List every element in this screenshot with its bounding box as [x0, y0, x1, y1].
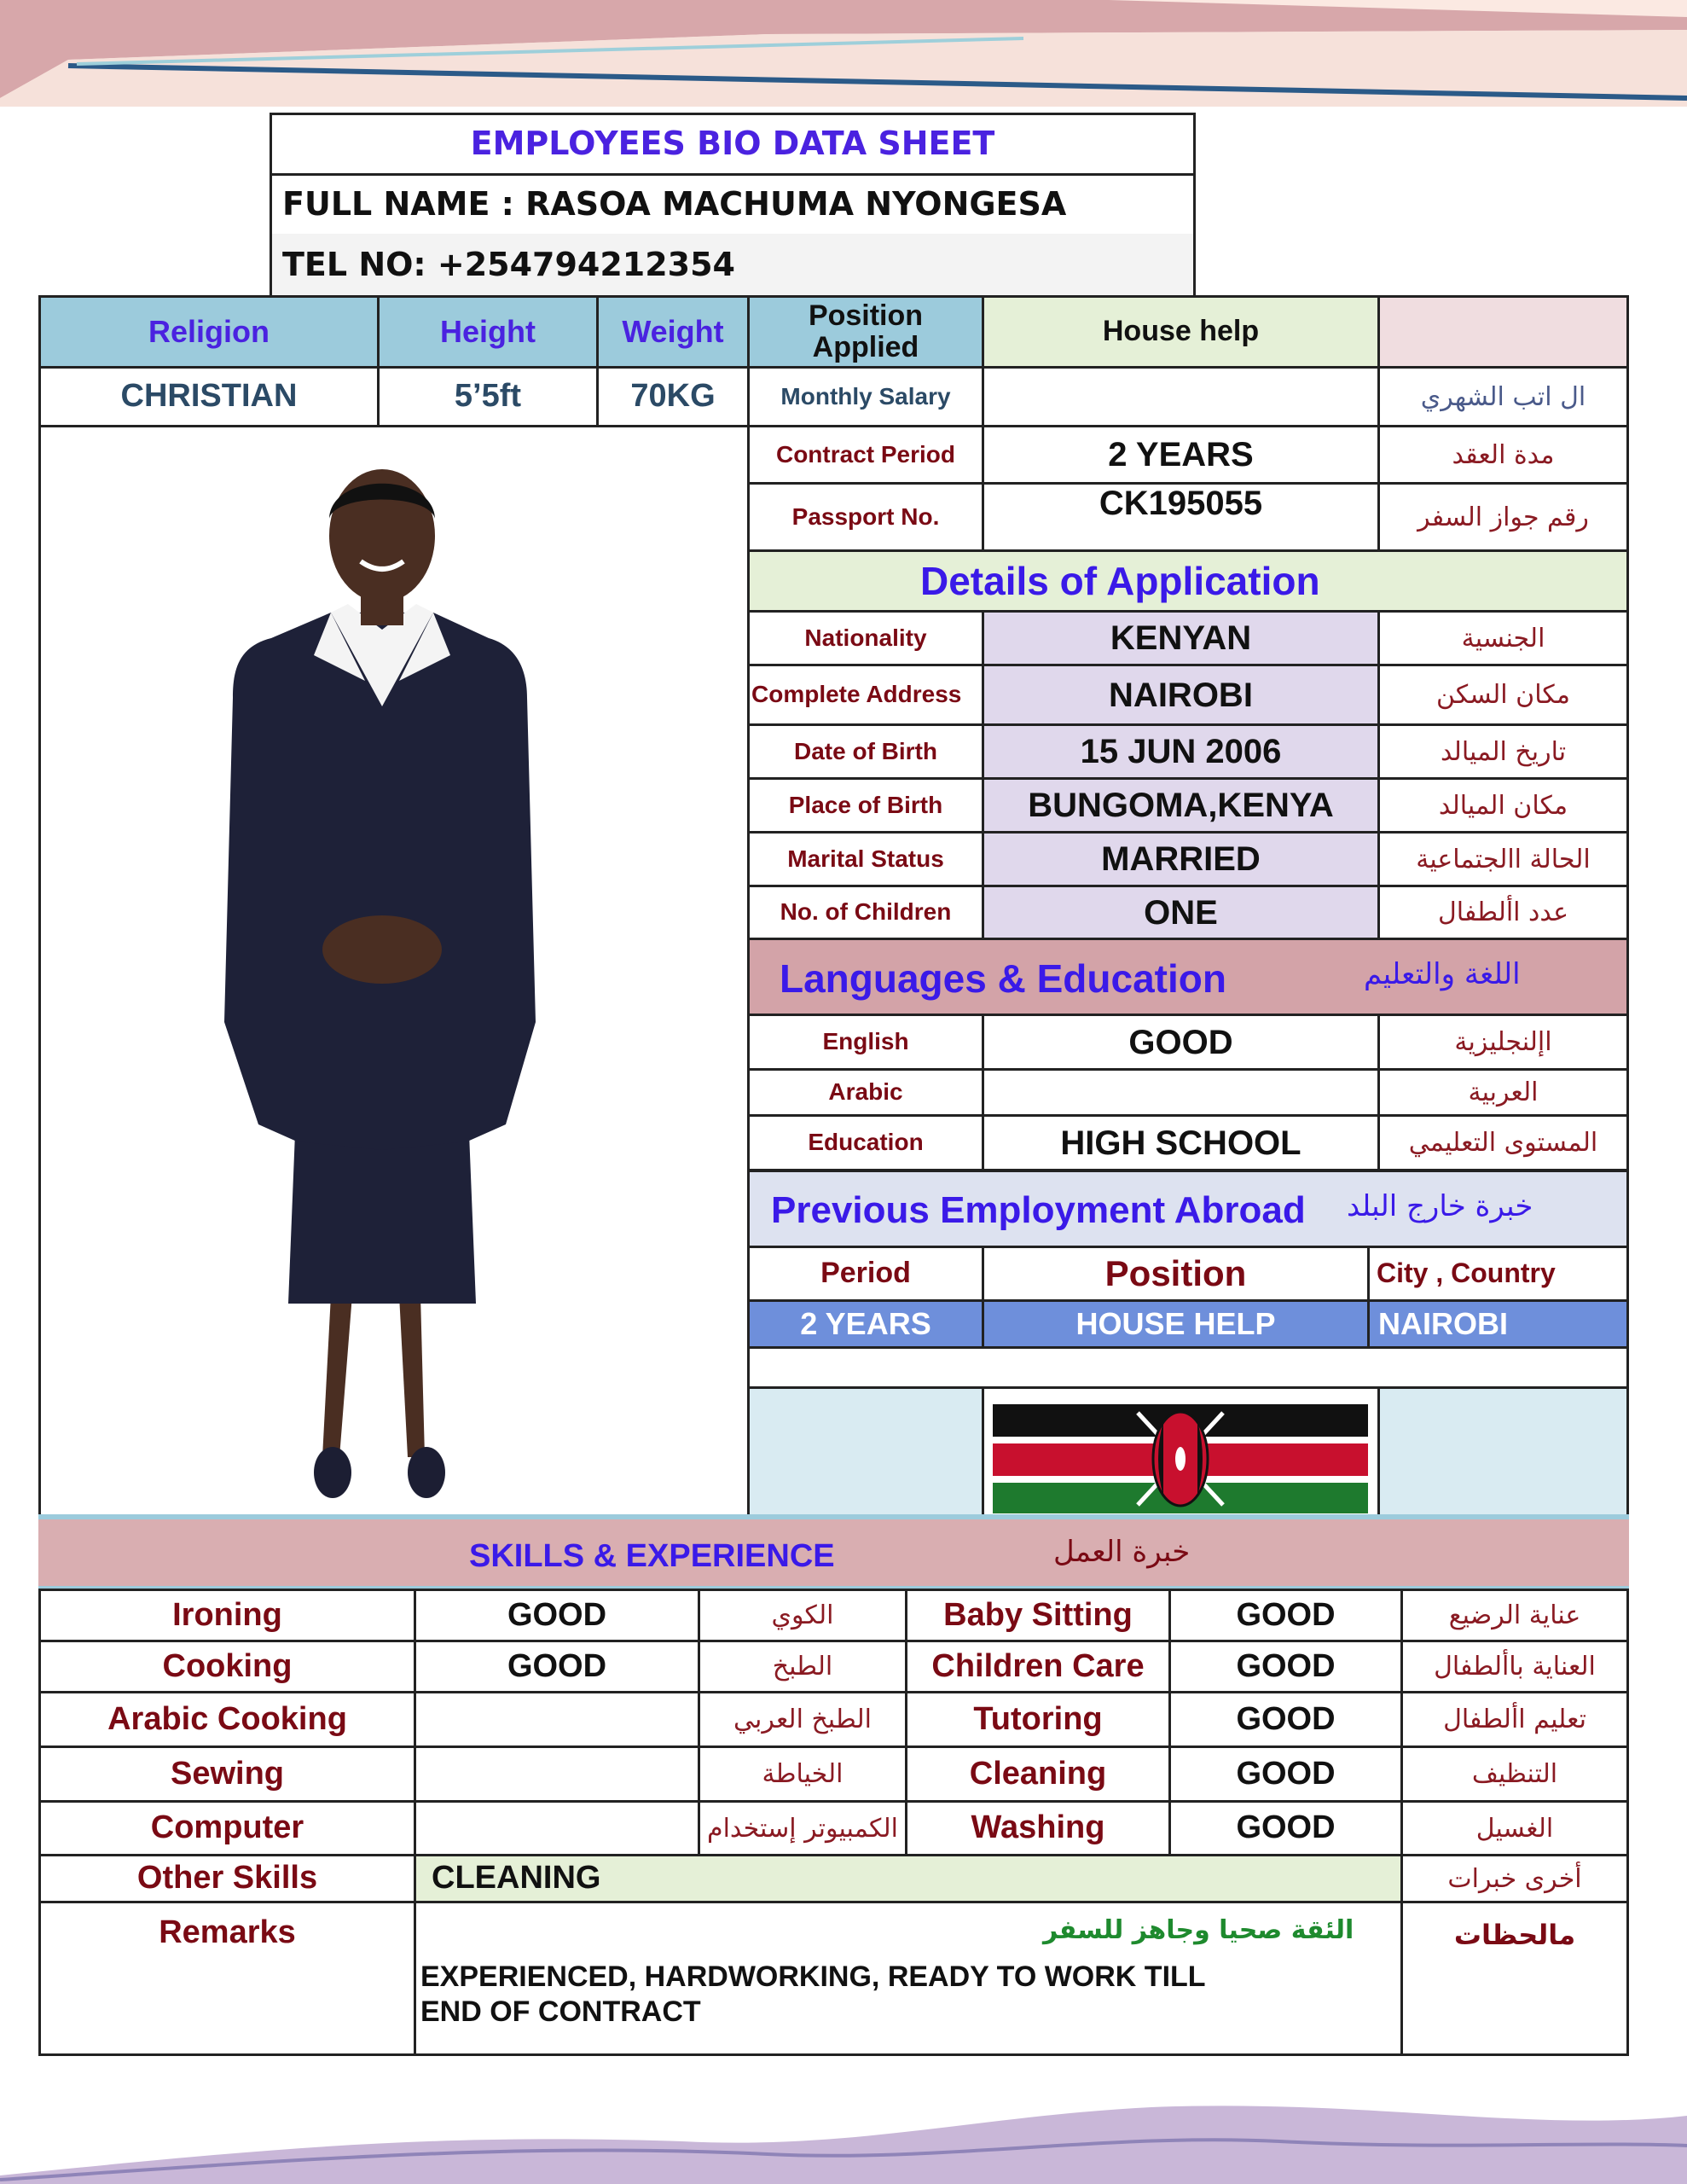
language-value: HIGH SCHOOL [982, 1114, 1380, 1171]
monthly-salary-label: Monthly Salary [747, 366, 984, 427]
skills-title-arabic: خبرة العمل [1053, 1535, 1191, 1569]
skill-arabic: الطبخ العربي [698, 1691, 907, 1748]
employment-title-arabic: خبرة خارج البلد [1347, 1189, 1533, 1223]
skill-level: GOOD [1168, 1691, 1403, 1748]
skill-label: Baby Sitting [905, 1589, 1171, 1642]
monthly-salary-arabic: ال اتب الشهري [1377, 366, 1629, 427]
skills-title: SKILLS & EXPERIENCE [469, 1538, 835, 1574]
remarks-arabic-label: مالحظات [1400, 1901, 1629, 2056]
employment-city-value: NAIROBI [1367, 1299, 1629, 1349]
contract-period-arabic: مدة العقد [1377, 425, 1629, 485]
remarks-box [414, 1901, 1403, 2056]
skill-arabic: الخياطة [698, 1745, 907, 1803]
flag-row-right [1377, 1386, 1629, 1517]
detail-value: 15 JUN 2006 [982, 723, 1380, 780]
language-label: Arabic [747, 1068, 984, 1117]
detail-label: No. of Children [747, 885, 984, 940]
monthly-salary-value [982, 366, 1380, 427]
flag-cell [982, 1386, 1380, 1517]
height-value: 5’5ft [377, 366, 599, 427]
tel-number: TEL NO: +254794212354 [270, 234, 1196, 297]
skill-arabic: التنظيف [1400, 1745, 1629, 1803]
skill-level: GOOD [1168, 1640, 1403, 1693]
detail-arabic: مكان السكن [1377, 664, 1629, 726]
full-name: FULL NAME : RASOA MACHUMA NYONGESA [270, 173, 1196, 236]
detail-value: KENYAN [982, 610, 1380, 666]
top-decoration [0, 0, 1687, 107]
detail-label: Place of Birth [747, 777, 984, 834]
skill-label: Children Care [905, 1640, 1171, 1693]
employment-title: Previous Employment Abroad [771, 1189, 1306, 1231]
skill-arabic: تعليم األطفال [1400, 1691, 1629, 1748]
details-title: Details of Application [747, 549, 1629, 613]
religion-value: CHRISTIAN [38, 366, 380, 427]
skills-title-bar [38, 1514, 1629, 1591]
detail-label: Date of Birth [747, 723, 984, 780]
skill-level [414, 1745, 700, 1803]
employment-city-header: City , Country [1367, 1246, 1629, 1302]
skill-label: Cooking [38, 1640, 416, 1693]
skill-arabic: العناية باألطفال [1400, 1640, 1629, 1693]
skill-label: Cleaning [905, 1745, 1171, 1803]
skill-label: Tutoring [905, 1691, 1171, 1748]
detail-arabic: مكان الميالد [1377, 777, 1629, 834]
skill-level: GOOD [414, 1640, 700, 1693]
employment-blank-row [747, 1346, 1629, 1389]
skill-label: Arabic Cooking [38, 1691, 416, 1748]
employee-photo [41, 425, 750, 1517]
position-applied-value: House help [982, 295, 1380, 369]
language-label: English [747, 1014, 984, 1071]
employment-title-bar [747, 1170, 1629, 1248]
skill-level [414, 1800, 700, 1856]
detail-value: NAIROBI [982, 664, 1380, 726]
position-blank [1377, 295, 1629, 369]
employment-position-value: HOUSE HELP [982, 1299, 1370, 1349]
language-value: GOOD [982, 1014, 1380, 1071]
detail-value: BUNGOMA,KENYA [982, 777, 1380, 834]
religion-header: Religion [38, 295, 380, 369]
detail-arabic: الحالة االجتماعية [1377, 831, 1629, 887]
detail-value: ONE [982, 885, 1380, 940]
remarks-label: Remarks [38, 1901, 416, 2056]
sheet-title: EMPLOYEES BIO DATA SHEET [270, 113, 1196, 176]
skill-level [414, 1691, 700, 1748]
languages-title: Languages & Education [780, 956, 1226, 1001]
skill-label: Sewing [38, 1745, 416, 1803]
remarks-arabic-note: الئقة صحيا وجاهز للسفر [1043, 1915, 1354, 1945]
skill-arabic: الكوي [698, 1589, 907, 1642]
detail-label: Marital Status [747, 831, 984, 887]
languages-title-arabic: اللغة والتعليم [1364, 957, 1521, 991]
other-skills-value: CLEANING [414, 1854, 1403, 1903]
employment-position-header: Position [982, 1246, 1370, 1302]
passport-label: Passport No. [747, 482, 984, 552]
skill-label: Washing [905, 1800, 1171, 1856]
skill-arabic: الطبخ [698, 1640, 907, 1693]
contract-period-label: Contract Period [747, 425, 984, 485]
languages-title-bar [747, 938, 1629, 1016]
detail-arabic: عدد األطفال [1377, 885, 1629, 940]
weight-value: 70KG [596, 366, 750, 427]
language-value [982, 1068, 1380, 1117]
position-applied-header: Position Applied [747, 295, 984, 369]
detail-label: Nationality [747, 610, 984, 666]
employment-period-value: 2 YEARS [747, 1299, 984, 1349]
skill-level: GOOD [1168, 1589, 1403, 1642]
remarks-text: EXPERIENCED, HARDWORKING, READY TO WORK TILL END OF CONTRACT [420, 1960, 1205, 2028]
other-skills-label: Other Skills [38, 1854, 416, 1903]
skill-arabic: الغسيل [1400, 1800, 1629, 1856]
detail-value: MARRIED [982, 831, 1380, 887]
skill-arabic: الكمبيوتر إستخدام [698, 1800, 907, 1856]
language-arabic: العربية [1377, 1068, 1629, 1117]
employment-period-header: Period [747, 1246, 984, 1302]
language-label: Education [747, 1114, 984, 1171]
passport-arabic: رقم جواز السفر [1377, 482, 1629, 552]
skill-label: Computer [38, 1800, 416, 1856]
photo-frame [38, 425, 750, 1517]
skill-arabic: عناية الرضيع [1400, 1589, 1629, 1642]
height-header: Height [377, 295, 599, 369]
skill-label: Ironing [38, 1589, 416, 1642]
bottom-decoration [0, 2082, 1687, 2184]
weight-header: Weight [596, 295, 750, 369]
contract-period-value: 2 YEARS [982, 425, 1380, 485]
passport-value: CK195055 [982, 482, 1380, 552]
flag-row-left [747, 1386, 984, 1517]
kenya-flag-icon [993, 1404, 1368, 1513]
language-arabic: اإلنجليزية [1377, 1014, 1629, 1071]
skill-level: GOOD [1168, 1745, 1403, 1803]
detail-arabic: الجنسية [1377, 610, 1629, 666]
skill-level: GOOD [1168, 1800, 1403, 1856]
skill-level: GOOD [414, 1589, 700, 1642]
language-arabic: المستوى التعليمي [1377, 1114, 1629, 1171]
detail-label: Complete Address [747, 664, 984, 726]
detail-arabic: تاريخ الميالد [1377, 723, 1629, 780]
other-skills-arabic: أخرى خبرات [1400, 1854, 1629, 1903]
